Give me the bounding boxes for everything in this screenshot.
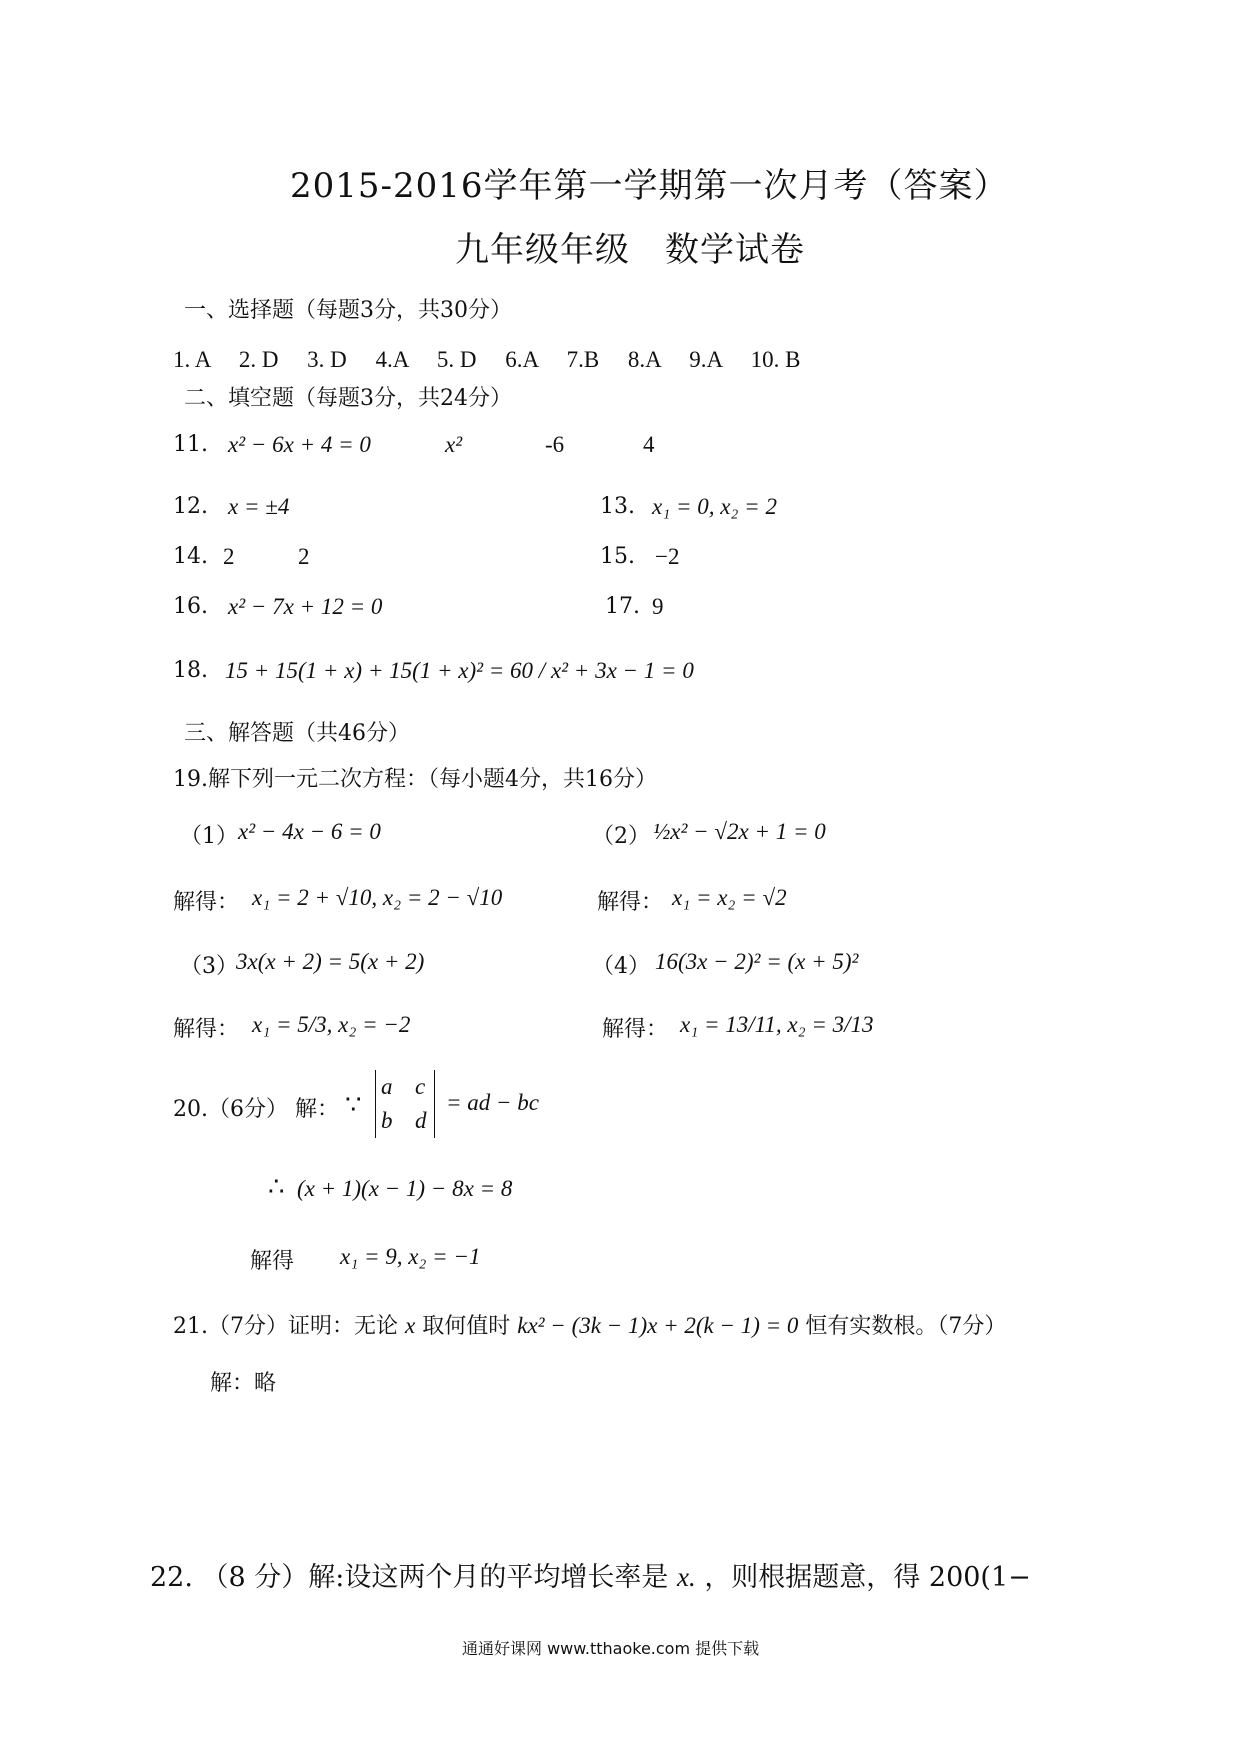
page-subtitle: 九年级年级 数学试卷 bbox=[455, 230, 805, 270]
q19-part2-solve-label: 解得： bbox=[597, 890, 664, 915]
section2-heading: 二、填空题（每题3分，共24分） bbox=[184, 386, 512, 411]
q11-equation: x² − 6x + 4 = 0 bbox=[228, 432, 371, 457]
q11-coef-c: 4 bbox=[643, 432, 655, 457]
because-symbol: ∵ bbox=[345, 1090, 362, 1120]
determinant bbox=[375, 1070, 435, 1138]
q21-prefix: 21.（7分）证明：无论 bbox=[173, 1314, 398, 1339]
q19-part3-equation: 3x(x + 2) = 5(x + 2) bbox=[236, 949, 425, 974]
q19-part1-solve-label: 解得： bbox=[173, 890, 240, 915]
det-b: b bbox=[381, 1108, 393, 1133]
therefore-symbol: ∴ bbox=[268, 1172, 285, 1202]
q13-number: 13. bbox=[600, 494, 635, 519]
q22-line bbox=[150, 1555, 1031, 1594]
q18-answer: 15 + 15(1 + x) + 15(1 + x)² = 60 / x² + 3x − 1 = 0 bbox=[225, 658, 694, 683]
q16-number: 16. bbox=[173, 594, 208, 619]
q19-part2-equation: ½x² − √2x + 1 = 0 bbox=[653, 819, 826, 844]
q20-solve-label: 解得 bbox=[250, 1249, 295, 1274]
q21-mid: 取何值时 bbox=[422, 1314, 511, 1339]
q21-variable: x bbox=[405, 1313, 416, 1338]
q17-answer: 9 bbox=[652, 594, 664, 619]
q20-equation: (x + 1)(x − 1) − 8x = 8 bbox=[297, 1176, 513, 1201]
q11-number: 11. bbox=[173, 432, 208, 457]
q19-part2-label: （2） bbox=[592, 824, 650, 849]
det-c: c bbox=[415, 1074, 426, 1099]
q18-number: 18. bbox=[173, 658, 208, 683]
q14-number: 14. bbox=[173, 544, 208, 569]
q19-part4-equation: 16(3x − 2)² = (x + 5)² bbox=[655, 949, 859, 974]
q12-answer: x = ±4 bbox=[228, 494, 290, 519]
q12-number: 12. bbox=[173, 494, 208, 519]
determinant-rhs: = ad − bc bbox=[446, 1090, 539, 1115]
q14-answer-b: 2 bbox=[298, 544, 310, 569]
q20-label: 20.（6分） 解： bbox=[173, 1097, 339, 1122]
q19-part1-answer: x₁ = 2 + √10, x₂ = 2 − √10 bbox=[252, 885, 503, 910]
q11-coef-a: x² bbox=[445, 432, 463, 457]
section3-heading: 三、解答题（共46分） bbox=[184, 721, 410, 746]
q19-part4-solve-label: 解得： bbox=[602, 1017, 669, 1042]
q19-part1-equation: x² − 4x − 6 = 0 bbox=[238, 819, 381, 844]
q19-part3-answer: x₁ = 5/3, x₂ = −2 bbox=[252, 1012, 411, 1037]
q21-line bbox=[173, 1309, 1006, 1340]
q17-number: 17. bbox=[605, 594, 640, 619]
q21-equation: kx² − (3k − 1)x + 2(k − 1) = 0 bbox=[517, 1313, 799, 1338]
q22-suffix: ，则根据题意，得 200(1− bbox=[704, 1562, 1031, 1593]
q15-number: 15. bbox=[600, 544, 635, 569]
q19-part3-solve-label: 解得： bbox=[173, 1017, 240, 1042]
q19-part4-answer: x₁ = 13/11, x₂ = 3/13 bbox=[680, 1012, 874, 1037]
choice-answers: 1. A 2. D 3. D 4.A 5. D 6.A 7.B 8.A 9.A 10. B bbox=[173, 347, 801, 372]
q13-answer: x₁ = 0, x₂ = 2 bbox=[652, 494, 777, 519]
q19-part2-answer: x₁ = x₂ = √2 bbox=[672, 885, 787, 910]
q22-prefix: 22. （8 分）解:设这两个月的平均增长率是 bbox=[150, 1562, 669, 1593]
q19-part1-label: （1） bbox=[180, 824, 238, 849]
q21-suffix: 恒有实数根。（7分） bbox=[805, 1314, 1007, 1339]
q16-answer: x² − 7x + 12 = 0 bbox=[228, 594, 383, 619]
det-d: d bbox=[415, 1108, 427, 1133]
section1-heading: 一、选择题（每题3分，共30分） bbox=[184, 298, 512, 323]
q19-title: 19.解下列一元二次方程：（每小题4分，共16分） bbox=[173, 767, 657, 792]
q22-variable: x. bbox=[676, 1562, 696, 1592]
footer-watermark: 通通好课网 www.tthaoke.com 提供下载 bbox=[462, 1639, 760, 1658]
q14-answer-a: 2 bbox=[223, 544, 235, 569]
q11-coef-b: -6 bbox=[545, 432, 565, 457]
page-title: 2015-2016学年第一学期第一次月考（答案） bbox=[290, 166, 1009, 206]
det-a: a bbox=[381, 1074, 393, 1099]
q21-answer: 解：略 bbox=[210, 1371, 277, 1396]
q15-answer: −2 bbox=[655, 544, 680, 569]
q19-part3-label: （3） bbox=[180, 954, 238, 979]
q19-part4-label: （4） bbox=[592, 954, 650, 979]
q20-answer: x₁ = 9, x₂ = −1 bbox=[340, 1244, 481, 1269]
